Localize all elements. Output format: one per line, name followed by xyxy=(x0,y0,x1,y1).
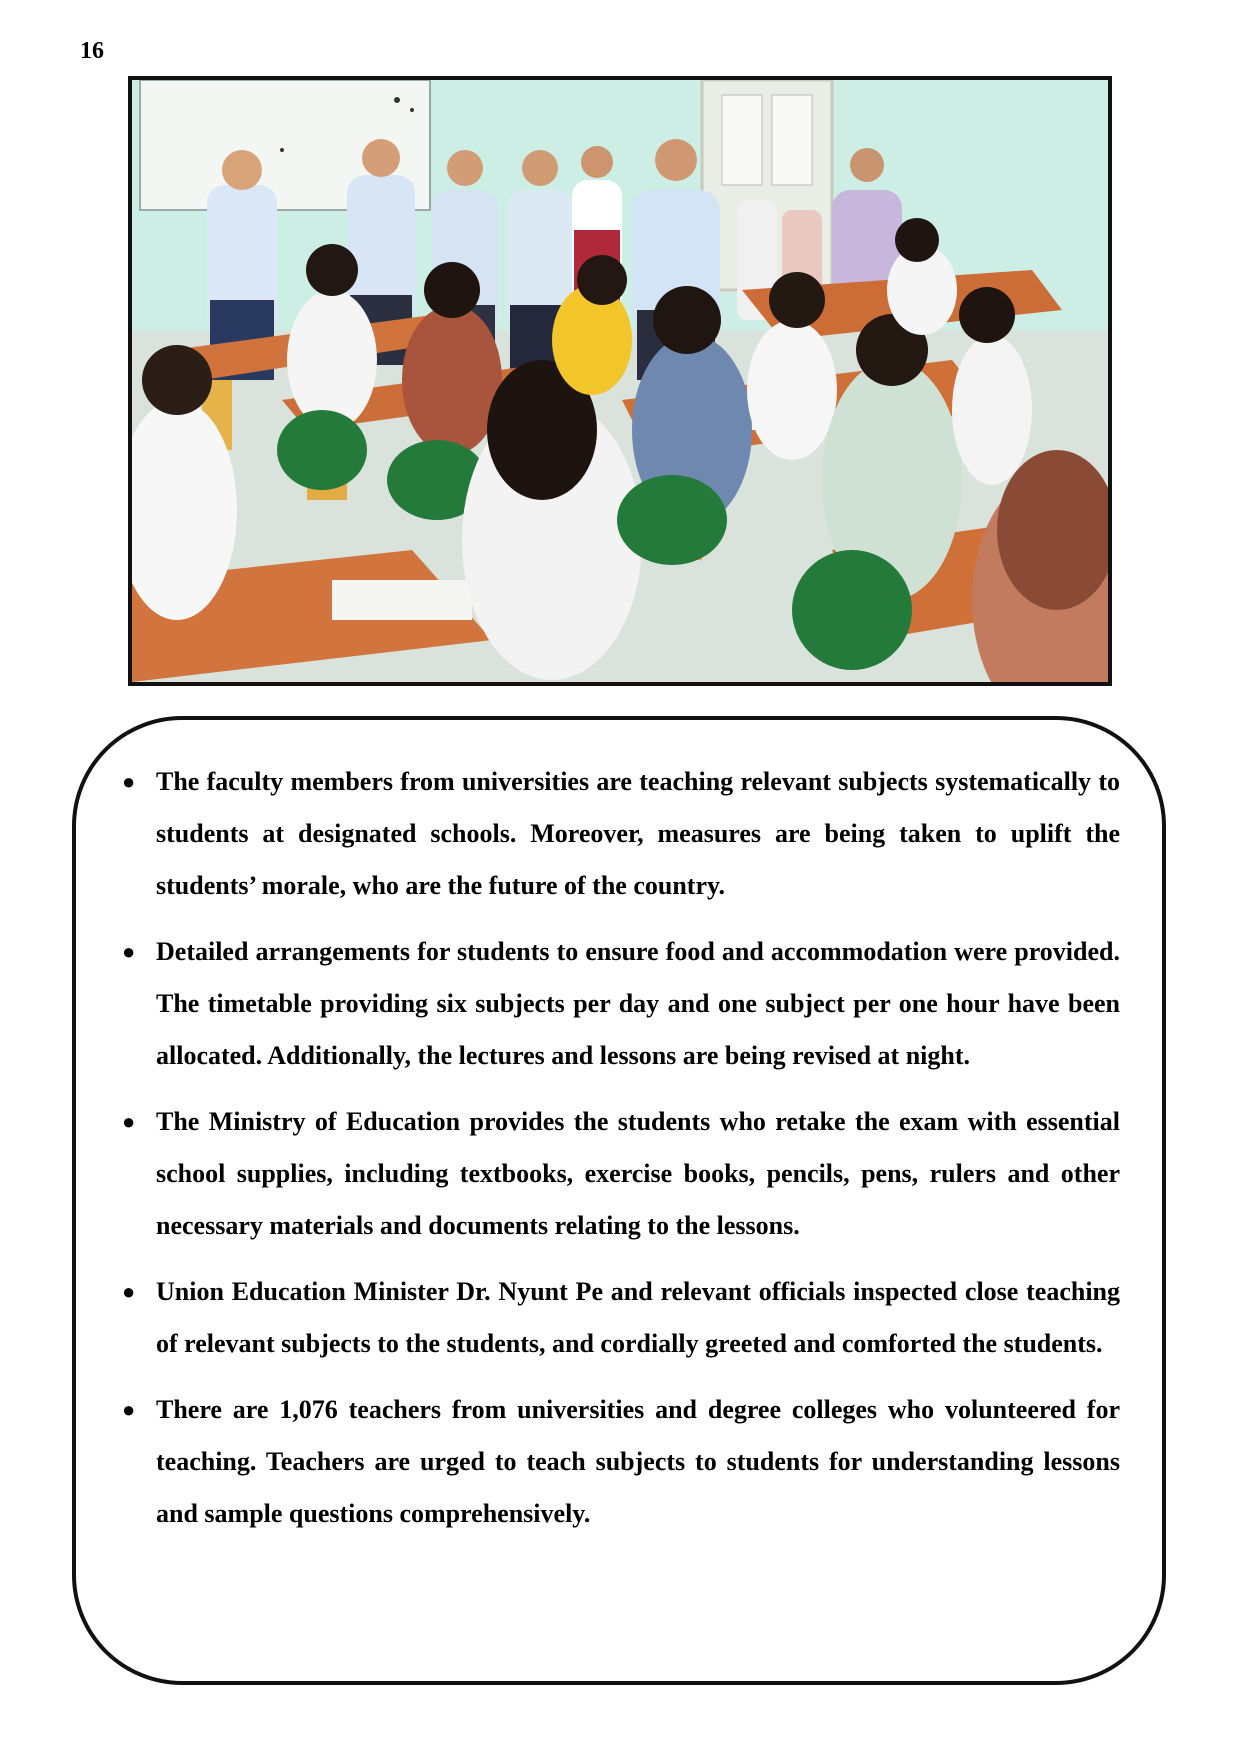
bullet-text: The faculty members from universities are teaching relevant subjects systematically to students at designated schools. Moreover, measures are being taken to uplift the students’ morale, who are the future of the country. xyxy=(156,767,1120,900)
bullet-list xyxy=(122,756,1120,1554)
bullet-item xyxy=(122,926,1120,1082)
bullet-icon: ● xyxy=(122,939,136,964)
bullet-icon: ● xyxy=(122,1279,136,1304)
bullet-item xyxy=(122,1096,1120,1252)
page-number: 16 xyxy=(80,38,104,64)
bullet-icon: ● xyxy=(122,1109,136,1134)
bullet-item xyxy=(122,1266,1120,1370)
bullet-text: Union Education Minister Dr. Nyunt Pe and relevant officials inspected close teaching of relevant subjects to the students, and cordially greeted and comforted the students. xyxy=(156,1277,1120,1358)
bullet-item xyxy=(122,1384,1120,1540)
bullet-text: There are 1,076 teachers from universities and degree colleges who volunteered for teaching. Teachers are urged to teach subjects to students for understanding lessons and sample questions comprehensively. xyxy=(156,1395,1120,1528)
bullet-icon: ● xyxy=(122,769,136,794)
info-box xyxy=(72,716,1166,1685)
bullet-text: The Ministry of Education provides the students who retake the exam with essential school supplies, including textbooks, exercise books, pencils, pens, rulers and other necessary materials and documents relating to the lessons. xyxy=(156,1107,1120,1240)
classroom-photo xyxy=(128,76,1112,686)
bullet-item xyxy=(122,756,1120,912)
classroom-illustration xyxy=(132,80,1108,682)
bullet-text: Detailed arrangements for students to ensure food and accommodation were provided. The timetable providing six subjects per day and one subject per one hour have been allocated. Additionally, the lectures and lessons are being revised at night. xyxy=(156,937,1120,1070)
bullet-icon: ● xyxy=(122,1397,136,1422)
